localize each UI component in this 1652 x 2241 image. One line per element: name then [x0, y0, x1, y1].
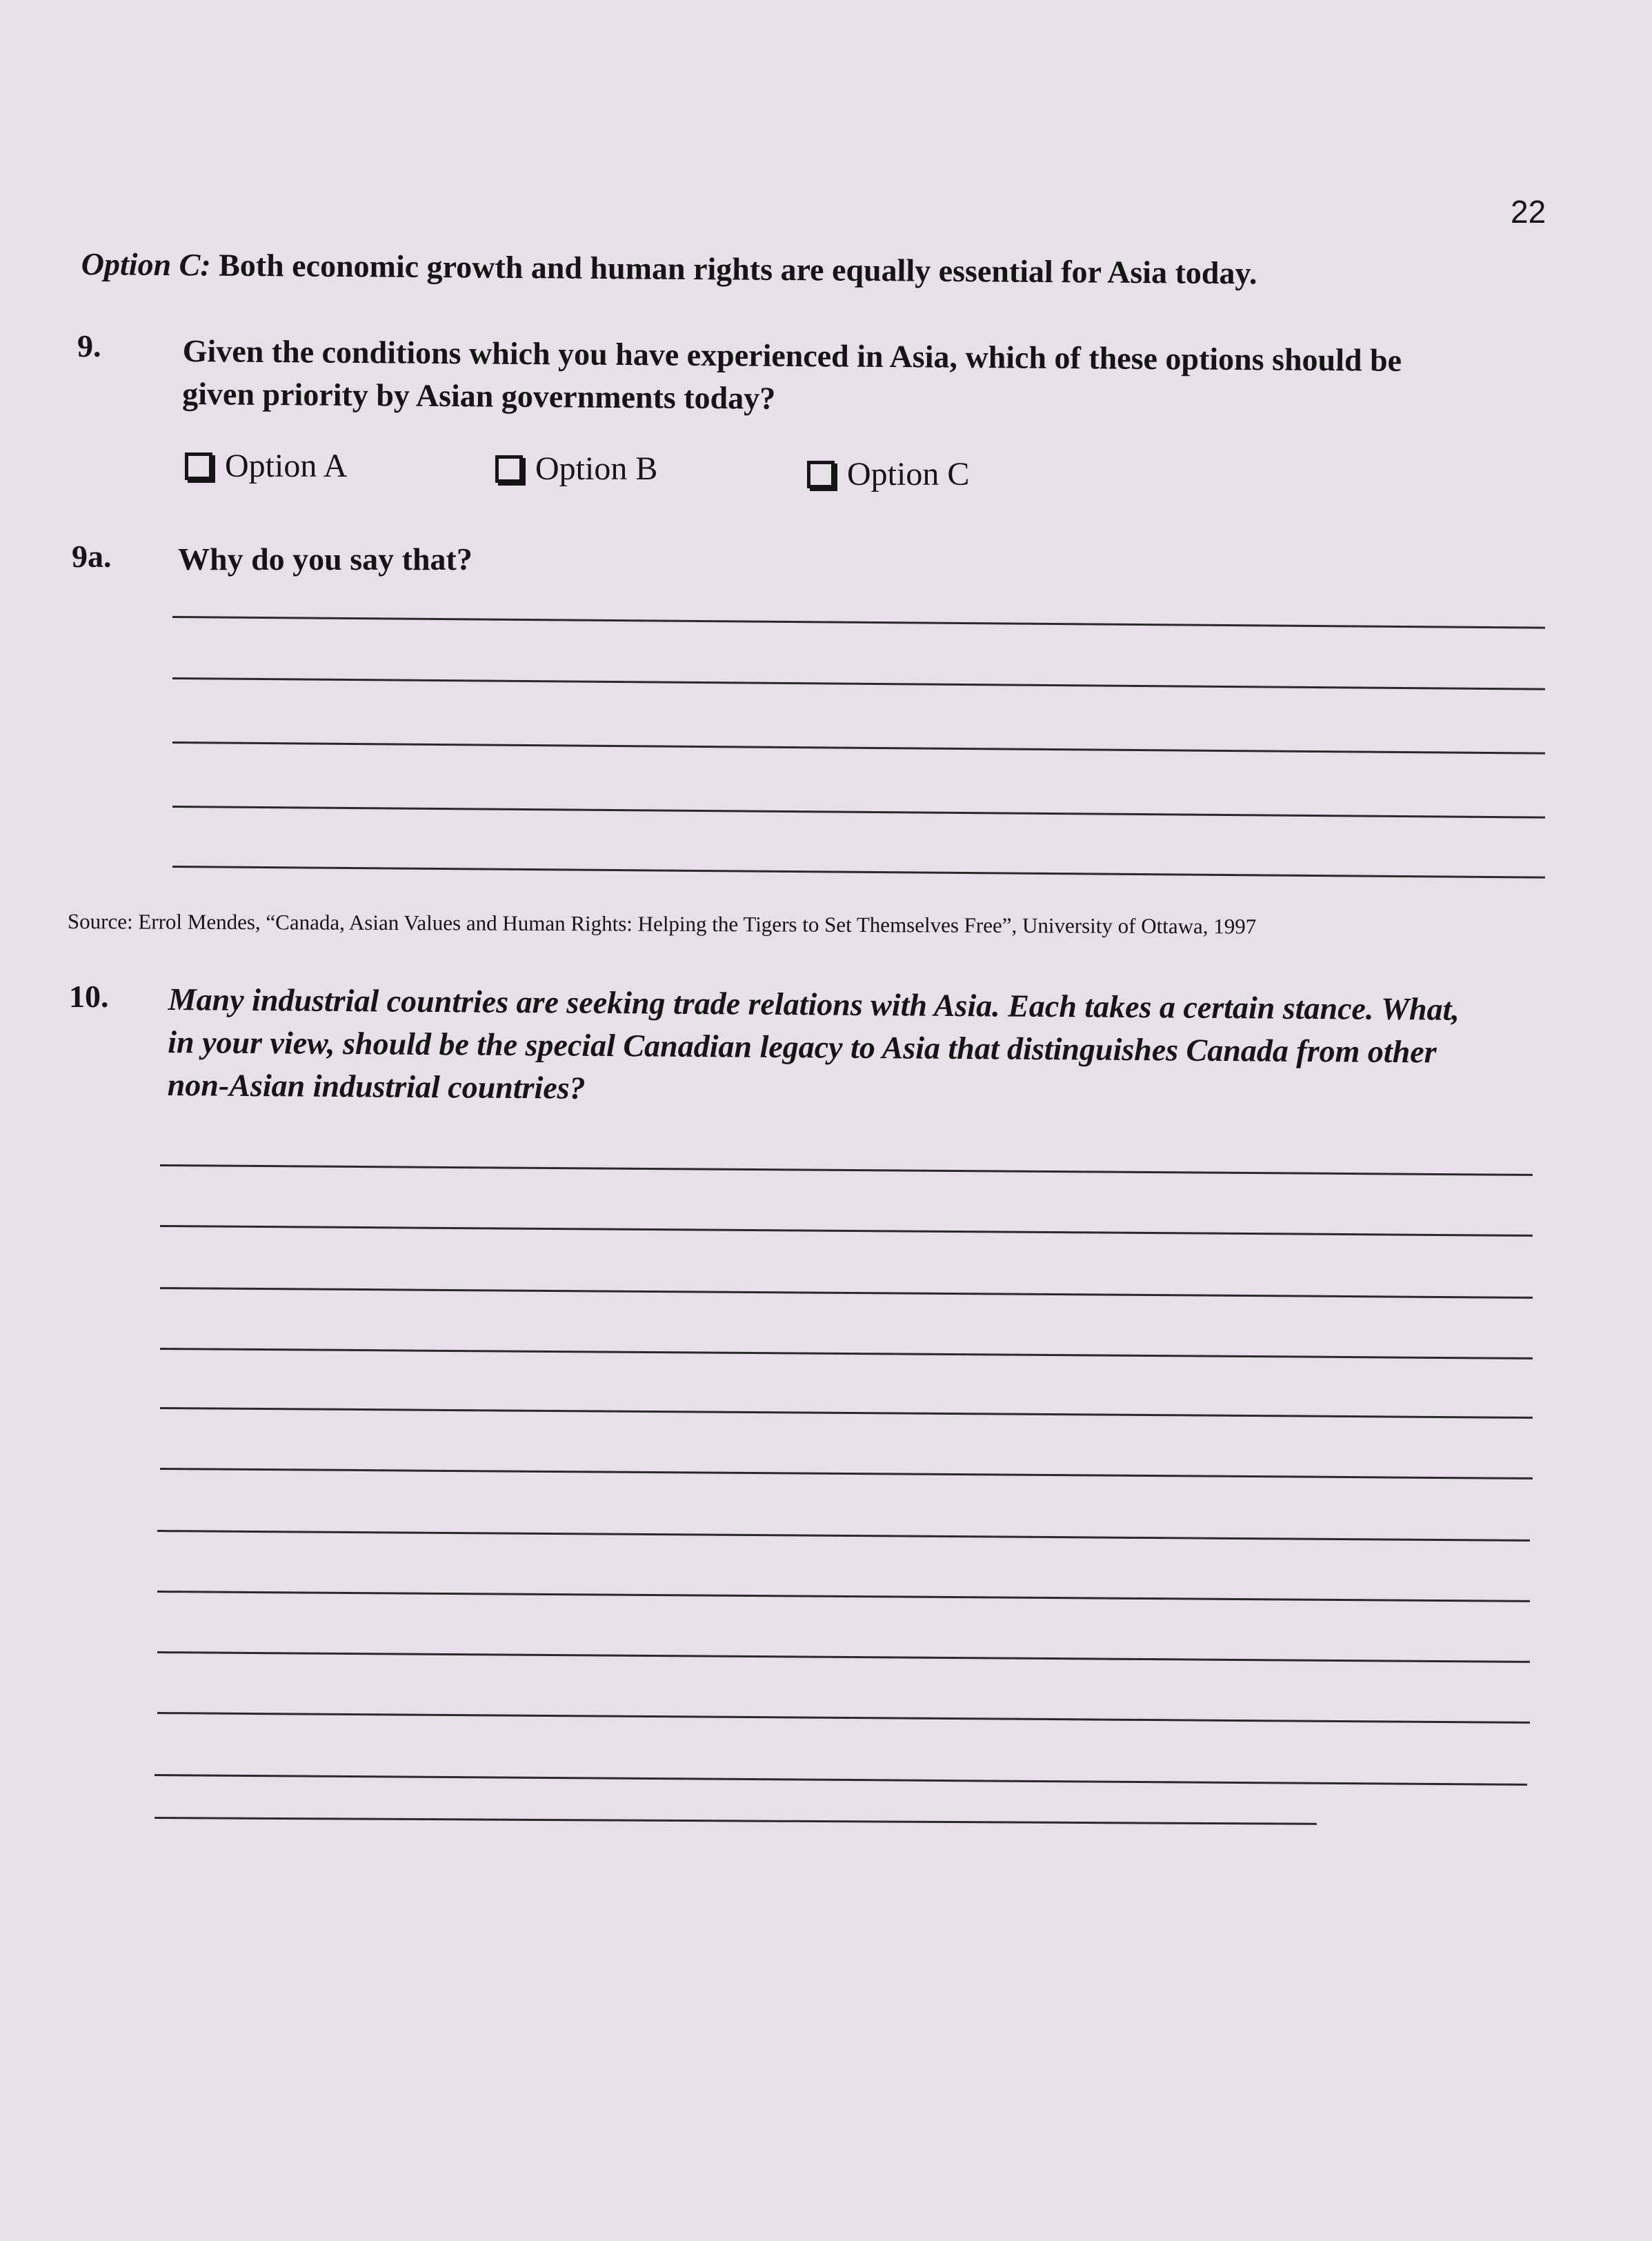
- checkbox-option-b[interactable]: [495, 455, 523, 483]
- answer-line-10-8[interactable]: [157, 1591, 1530, 1602]
- question-10-line-1: Many industrial countries are seeking trade relations with Asia. Each takes a certain stance. What,: [168, 981, 1460, 1027]
- answer-line-10-9[interactable]: [157, 1651, 1530, 1663]
- page-number: 22: [1511, 194, 1546, 230]
- answer-line-10-5[interactable]: [160, 1407, 1533, 1419]
- option-b-choice[interactable]: [495, 450, 657, 488]
- option-c-choice-label: Option C: [847, 456, 970, 492]
- option-c-text: Both economic growth and human rights are equally essential for Asia today.: [218, 247, 1257, 291]
- question-10-number: 10.: [69, 979, 109, 1014]
- answer-line-10-6[interactable]: [160, 1468, 1533, 1480]
- question-9a-text: Why do you say that?: [178, 541, 472, 577]
- question-9a-number: 9a.: [72, 539, 112, 574]
- option-c-choice[interactable]: [807, 455, 969, 493]
- question-10-text: [168, 978, 1460, 1117]
- checkbox-option-c[interactable]: [807, 461, 835, 488]
- answer-line-10-10[interactable]: [157, 1712, 1530, 1724]
- question-9-line-1: Given the conditions which you have experienced in Asia, which of these options should be: [182, 332, 1402, 378]
- question-9-line-2: given priority by Asian governments today?: [182, 375, 776, 416]
- answer-line-9a-3[interactable]: [172, 741, 1545, 755]
- answer-line-9a-5[interactable]: [172, 866, 1545, 879]
- answer-line-10-1[interactable]: [160, 1164, 1533, 1176]
- question-9-text: [182, 330, 1402, 425]
- option-a-choice[interactable]: [185, 447, 347, 485]
- answer-line-10-4[interactable]: [160, 1348, 1533, 1359]
- answer-line-10-7[interactable]: [157, 1530, 1530, 1542]
- question-10-line-3: non-Asian industrial countries?: [167, 1066, 586, 1106]
- answer-line-10-11[interactable]: [155, 1774, 1527, 1786]
- answer-line-10-2[interactable]: [160, 1225, 1533, 1237]
- checkbox-option-a[interactable]: [185, 452, 212, 480]
- option-a-label: Option A: [225, 448, 348, 484]
- question-9-number: 9.: [77, 328, 101, 363]
- answer-line-9a-2[interactable]: [172, 677, 1545, 690]
- source-citation: Source: Errol Mendes, “Canada, Asian Values and Human Rights: Helping the Tigers to Set Themselves Free”, University of Ottawa, 1997: [67, 909, 1257, 939]
- answer-line-9a-4[interactable]: [172, 806, 1545, 819]
- option-b-label: Option B: [535, 450, 658, 487]
- answer-line-10-12[interactable]: [155, 1817, 1317, 1825]
- answer-line-10-3[interactable]: [160, 1287, 1533, 1299]
- answer-line-9a-1[interactable]: [172, 616, 1545, 629]
- question-10-line-2: in your view, should be the special Canadian legacy to Asia that distinguishes Canada from other: [168, 1024, 1437, 1070]
- option-c-label: Option C:: [81, 246, 211, 283]
- option-c-statement: [81, 246, 1257, 291]
